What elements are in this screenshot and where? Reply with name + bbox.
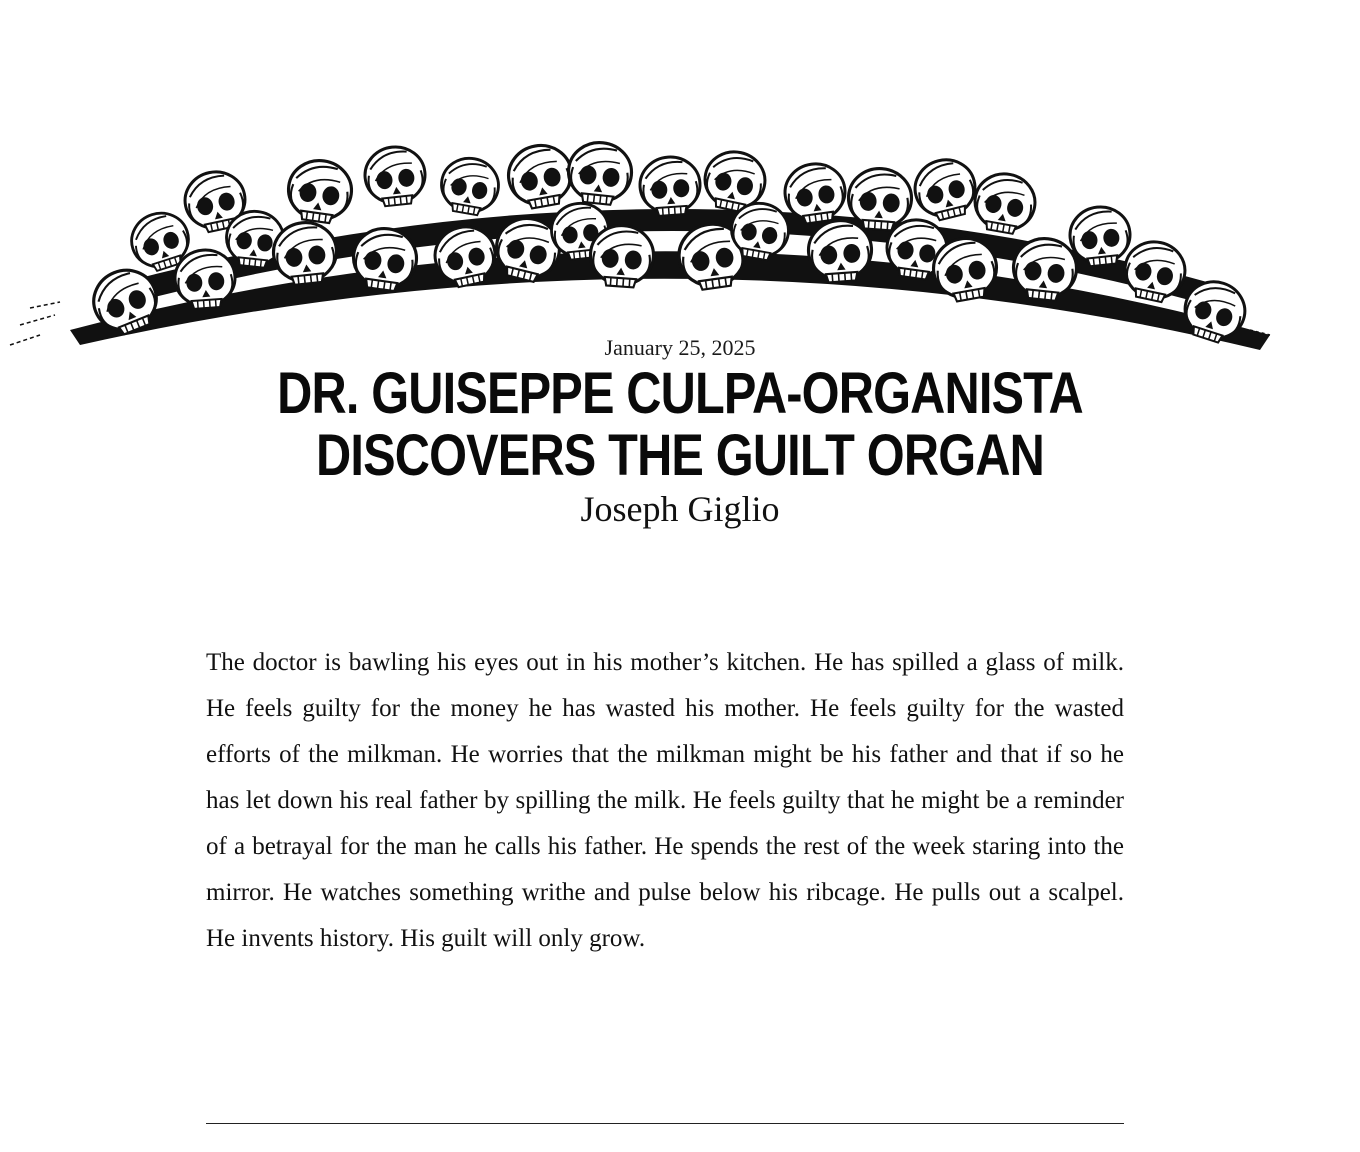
post-title-line2: DISCOVERS THE GUILT ORGAN (316, 423, 1044, 488)
post-title-line1: DR. GUISEPPE CULPA-ORGANISTA (277, 361, 1083, 426)
post-header (0, 333, 1360, 531)
post-date: January 25, 2025 (604, 335, 756, 360)
post-title (109, 363, 1251, 487)
section-divider (206, 1123, 1124, 1124)
post-body: The doctor is bawling his eyes out in his mother’s kitchen. He has spilled a glass of milk. He feels guilty for the money he has wasted his mother. He feels guilty for the wasted efforts of the milkman. He worries that the milkman might be his father and that if so he has let down his real father by spilling the milk. He feels guilty that he might be a reminder of a betrayal for the man he calls his father. He spends the rest of the week staring into the mirror. He watches something writhe and pulse below his ribcage. He pulls out a scalpel. He invents history. His guilt will only grow. (206, 649, 1124, 952)
post-author: Joseph Giglio (580, 489, 780, 529)
